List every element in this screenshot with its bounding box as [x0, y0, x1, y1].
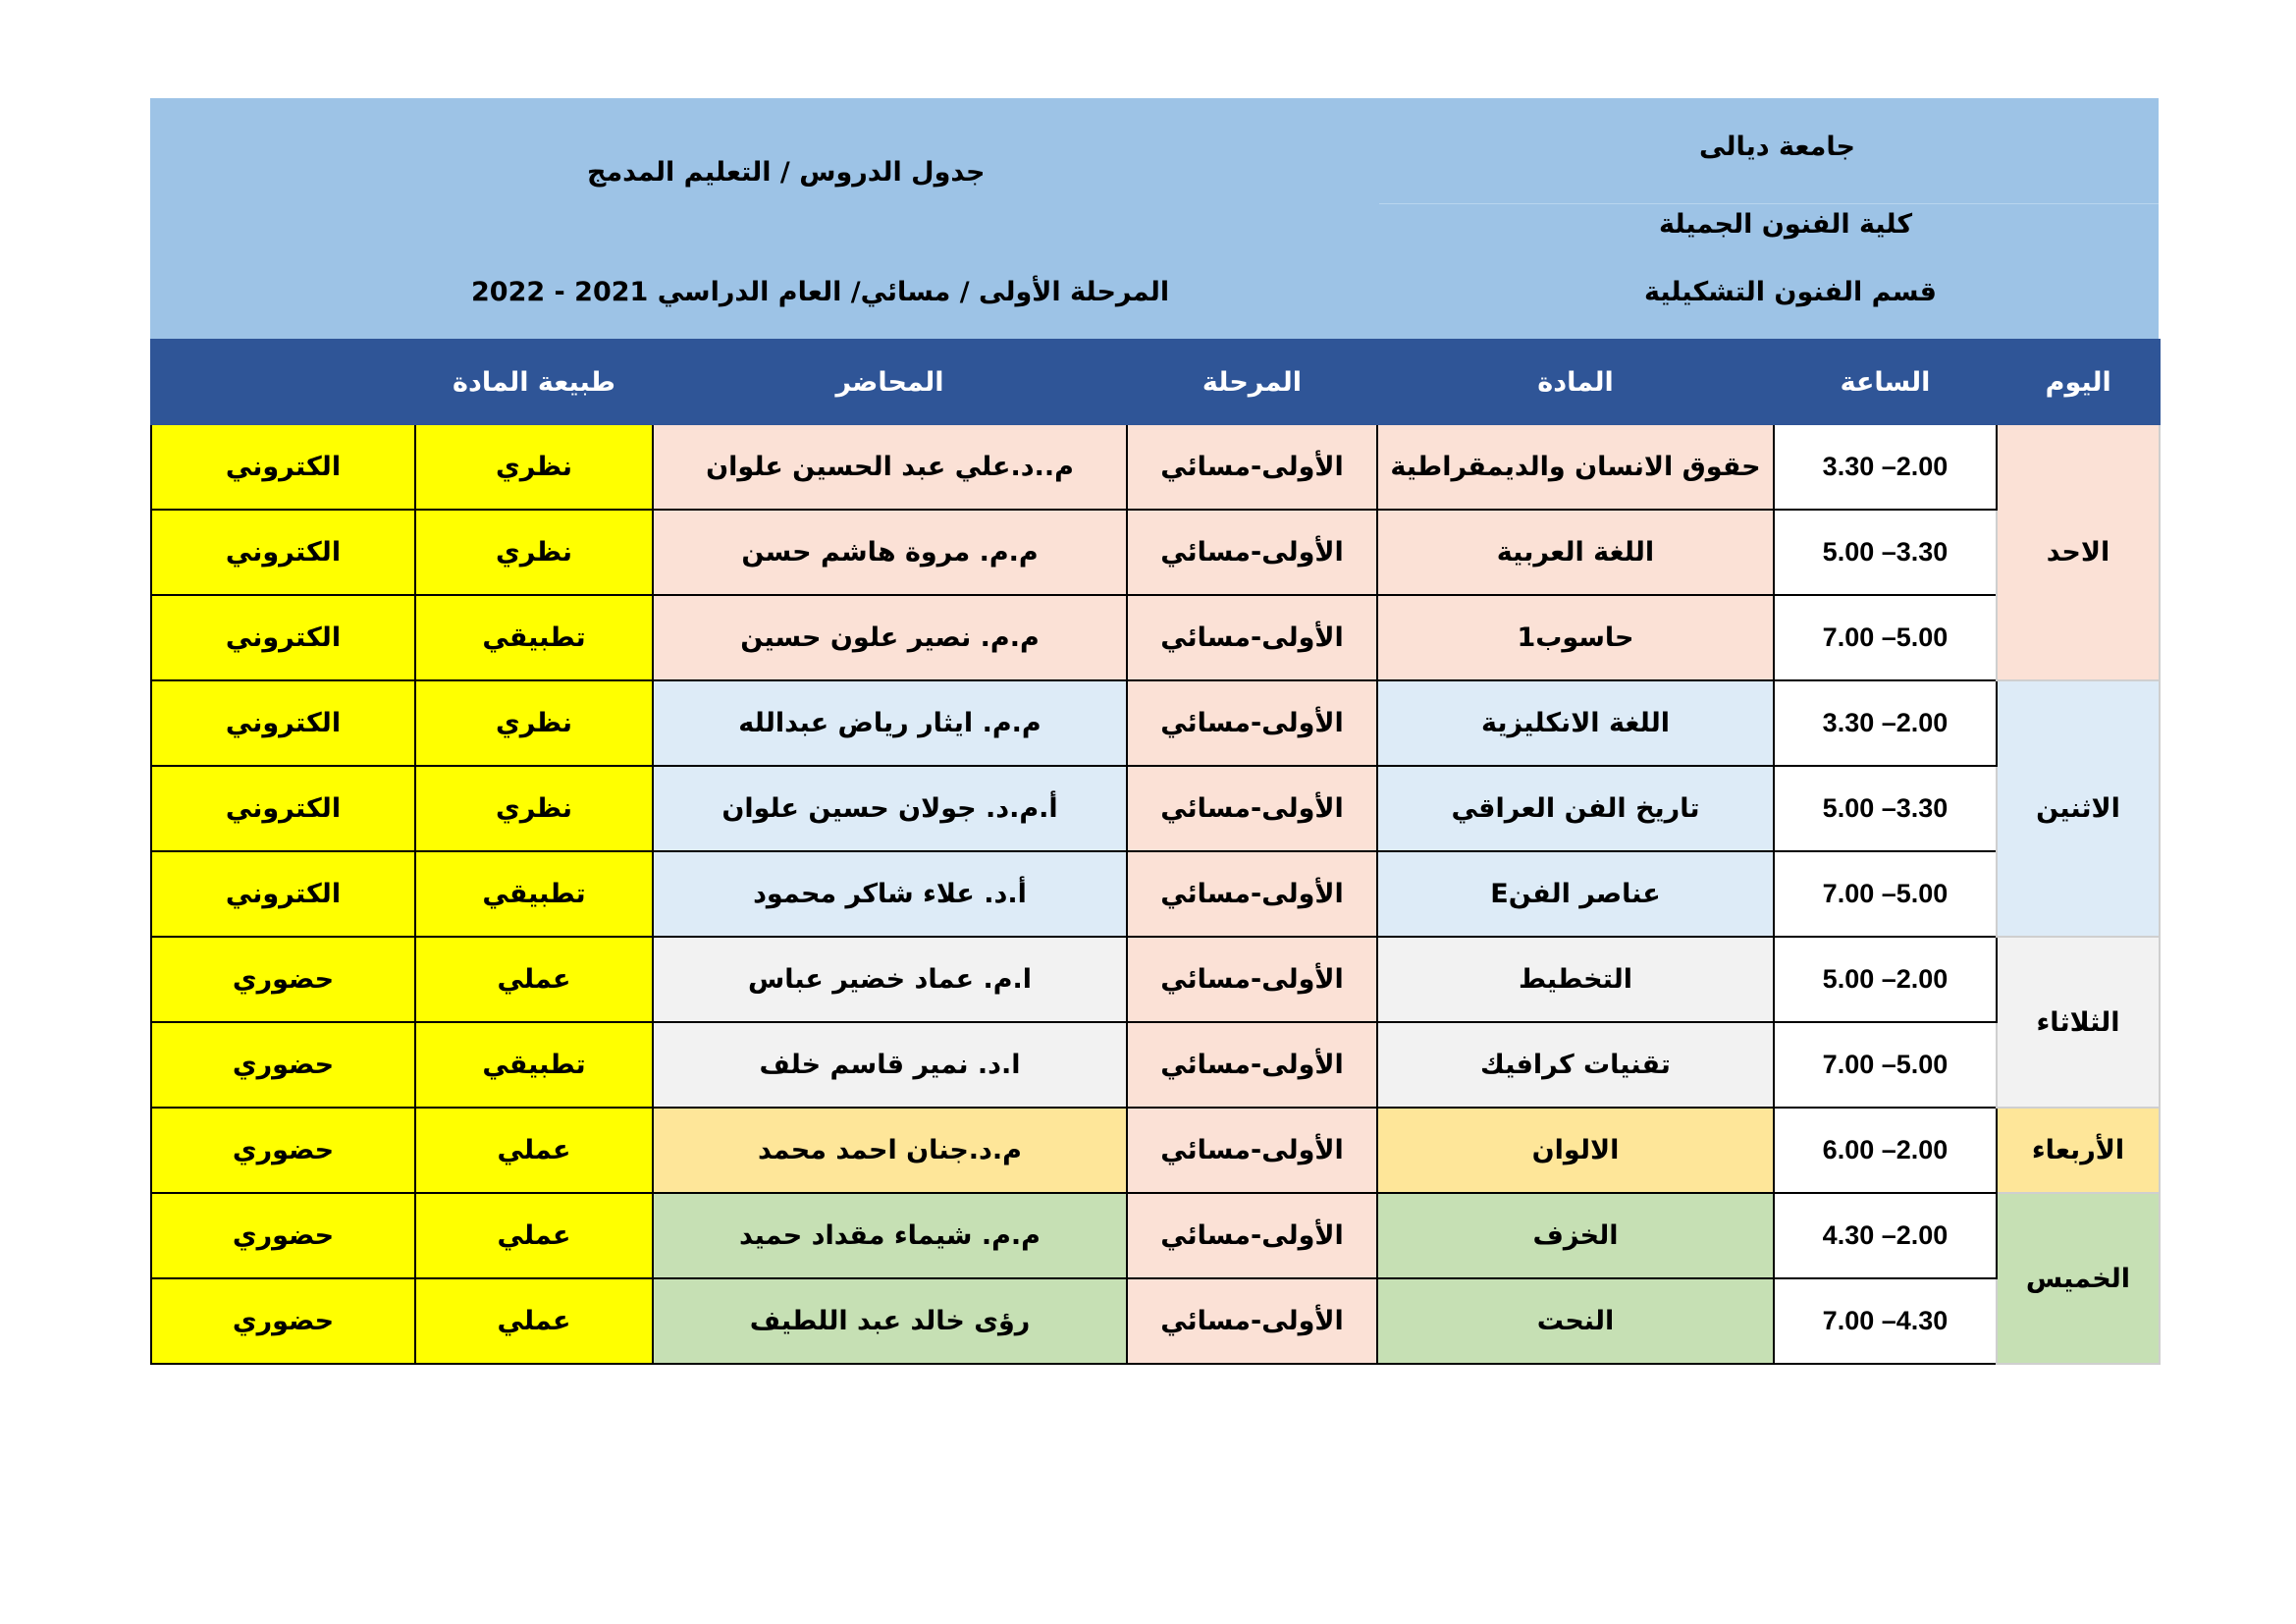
- table-row: [151, 680, 2160, 766]
- stage-cell: الأولى-مسائي: [1127, 510, 1377, 595]
- subject-cell: النحت: [1377, 1278, 1774, 1364]
- mode-cell: الكتروني: [151, 424, 415, 510]
- column-header-row: [151, 340, 2160, 424]
- schedule-title: جدول الدروس / التعليم المدمج: [587, 157, 986, 188]
- nature-cell: عملي: [415, 1278, 653, 1364]
- time-cell: 3.30– 5.00: [1774, 510, 1997, 595]
- lecturer-cell: ا.د. نمير قاسم خلف: [653, 1022, 1127, 1108]
- col-header-subject: المادة: [1377, 340, 1774, 424]
- header-divider: [1379, 203, 2159, 204]
- day-cell-monday: الاثنين: [1997, 680, 2160, 937]
- subject-cell: تقنيات كرافيك: [1377, 1022, 1774, 1108]
- subject-cell: التخطيط: [1377, 937, 1774, 1022]
- subject-cell: الخزف: [1377, 1193, 1774, 1278]
- time-cell: 2.00– 5.00: [1774, 937, 1997, 1022]
- time-cell: 2.00– 3.30: [1774, 424, 1997, 510]
- table-row: [151, 766, 2160, 851]
- stage-cell: الأولى-مسائي: [1127, 1193, 1377, 1278]
- table-row: [151, 1278, 2160, 1364]
- mode-cell: الكتروني: [151, 851, 415, 937]
- lecturer-cell: رؤى خالد عبد اللطيف: [653, 1278, 1127, 1364]
- mode-cell: حضوري: [151, 1278, 415, 1364]
- mode-cell: حضوري: [151, 1193, 415, 1278]
- stage-cell: الأولى-مسائي: [1127, 851, 1377, 937]
- col-header-day: اليوم: [1997, 340, 2160, 424]
- stage-cell: الأولى-مسائي: [1127, 937, 1377, 1022]
- nature-cell: نظري: [415, 424, 653, 510]
- subject-cell: اللغة العربية: [1377, 510, 1774, 595]
- nature-cell: تطبيقي: [415, 851, 653, 937]
- subject-cell: تاريخ الفن العراقي: [1377, 766, 1774, 851]
- mode-cell: حضوري: [151, 937, 415, 1022]
- stage-cell: الأولى-مسائي: [1127, 1278, 1377, 1364]
- lecturer-cell: ا.م. عماد خضير عباس: [653, 937, 1127, 1022]
- subject-cell: اللغة الانكليزية: [1377, 680, 1774, 766]
- college-name: كلية الفنون الجميلة: [1659, 209, 1913, 240]
- day-cell-thursday: الخميس: [1997, 1193, 2160, 1364]
- lecturer-cell: م.د.جنان احمد محمد: [653, 1108, 1127, 1193]
- table-row: [151, 424, 2160, 510]
- lecturer-cell: م..د.علي عبد الحسين علوان: [653, 424, 1127, 510]
- table-row: [151, 510, 2160, 595]
- mode-cell: حضوري: [151, 1022, 415, 1108]
- department-name: قسم الفنون التشكيلية: [1644, 277, 1937, 307]
- mode-cell: الكتروني: [151, 595, 415, 680]
- time-cell: 4.30– 7.00: [1774, 1278, 1997, 1364]
- day-cell-wednesday: الأربعاء: [1997, 1108, 2160, 1193]
- table-row: [151, 1193, 2160, 1278]
- lecturer-cell: م.م. شيماء مقداد حميد: [653, 1193, 1127, 1278]
- nature-cell: عملي: [415, 1193, 653, 1278]
- nature-cell: نظري: [415, 766, 653, 851]
- nature-cell: عملي: [415, 1108, 653, 1193]
- time-cell: 3.30– 5.00: [1774, 766, 1997, 851]
- time-cell: 2.00– 6.00: [1774, 1108, 1997, 1193]
- subject-cell: الالوان: [1377, 1108, 1774, 1193]
- mode-cell: حضوري: [151, 1108, 415, 1193]
- table-row: [151, 1108, 2160, 1193]
- col-header-time: الساعة: [1774, 340, 1997, 424]
- col-header-mode: [151, 340, 415, 424]
- table-row: [151, 851, 2160, 937]
- lecturer-cell: أ.م.د. جولان حسين علوان: [653, 766, 1127, 851]
- time-cell: 5.00– 7.00: [1774, 851, 1997, 937]
- table-row: [151, 937, 2160, 1022]
- time-cell: 2.00– 4.30: [1774, 1193, 1997, 1278]
- mode-cell: الكتروني: [151, 680, 415, 766]
- mode-cell: الكتروني: [151, 510, 415, 595]
- nature-cell: تطبيقي: [415, 595, 653, 680]
- lecturer-cell: م.م. مروة هاشم حسن: [653, 510, 1127, 595]
- col-header-nature: طبيعة المادة: [415, 340, 653, 424]
- nature-cell: عملي: [415, 937, 653, 1022]
- stage-cell: الأولى-مسائي: [1127, 424, 1377, 510]
- stage-cell: الأولى-مسائي: [1127, 1108, 1377, 1193]
- stage-cell: الأولى-مسائي: [1127, 766, 1377, 851]
- time-cell: 5.00– 7.00: [1774, 1022, 1997, 1108]
- stage-cell: الأولى-مسائي: [1127, 1022, 1377, 1108]
- day-cell-tuesday: الثلاثاء: [1997, 937, 2160, 1108]
- lecturer-cell: أ.د. علاء شاكر محمود: [653, 851, 1127, 937]
- nature-cell: تطبيقي: [415, 1022, 653, 1108]
- stage-cell: الأولى-مسائي: [1127, 680, 1377, 766]
- col-header-lecturer: المحاضر: [653, 340, 1127, 424]
- stage-cell: الأولى-مسائي: [1127, 595, 1377, 680]
- subject-cell: حاسوب1: [1377, 595, 1774, 680]
- time-cell: 2.00– 3.30: [1774, 680, 1997, 766]
- nature-cell: نظري: [415, 510, 653, 595]
- day-cell-sunday: الاحد: [1997, 424, 2160, 680]
- subject-cell: حقوق الانسان والديمقراطية: [1377, 424, 1774, 510]
- schedule-table: [150, 339, 2161, 1365]
- mode-cell: الكتروني: [151, 766, 415, 851]
- table-row: [151, 595, 2160, 680]
- university-name: جامعة ديالى: [1699, 132, 1855, 162]
- table-row: [151, 1022, 2160, 1108]
- subject-cell: عناصر الفنE: [1377, 851, 1774, 937]
- stage-year-line: المرحلة الأولى / مسائي/ العام الدراسي 2021 - 2022: [471, 277, 1170, 307]
- lecturer-cell: م.م. نصير علون حسين: [653, 595, 1127, 680]
- time-cell: 5.00– 7.00: [1774, 595, 1997, 680]
- nature-cell: نظري: [415, 680, 653, 766]
- col-header-stage: المرحلة: [1127, 340, 1377, 424]
- lecturer-cell: م.م. ايثار رياض عبدالله: [653, 680, 1127, 766]
